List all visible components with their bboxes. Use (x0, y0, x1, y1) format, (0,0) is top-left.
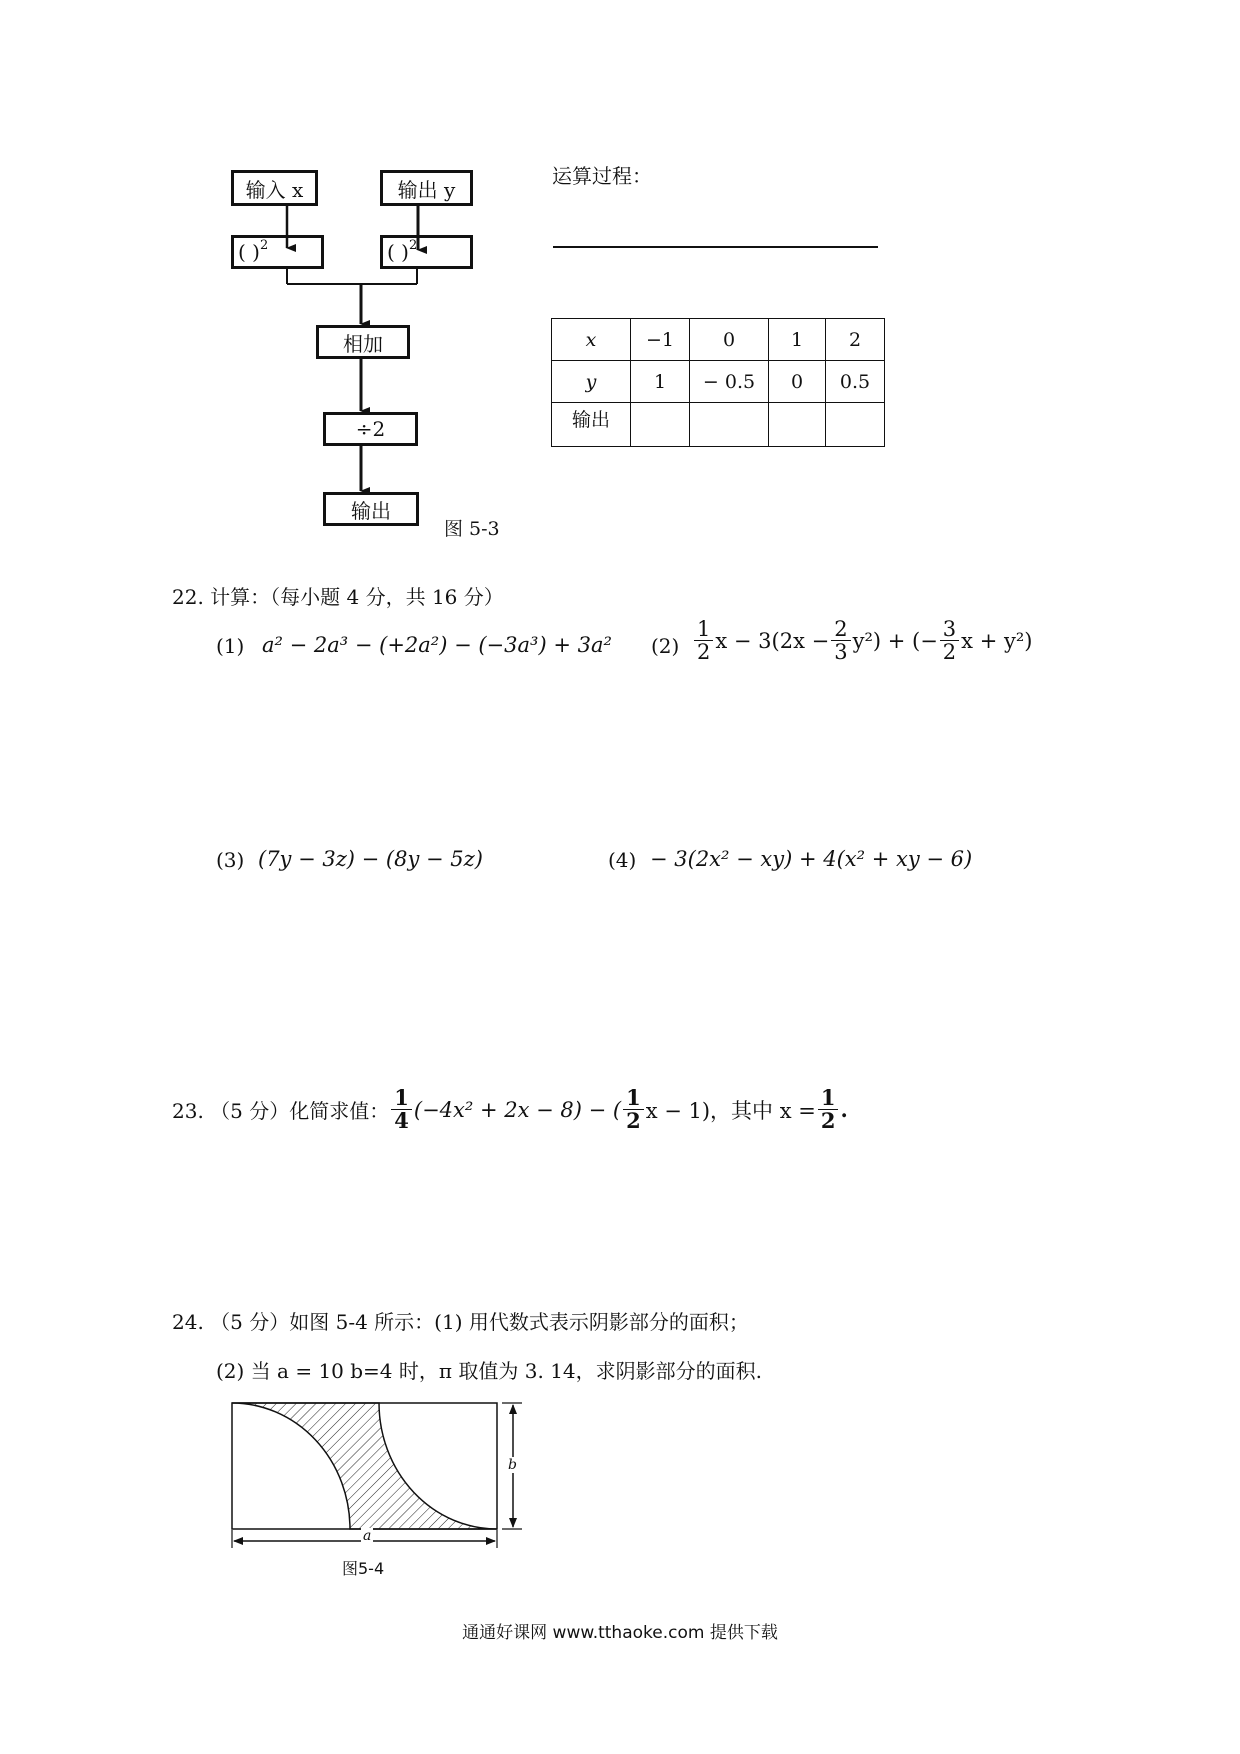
table-cell-empty (690, 403, 769, 447)
square-right-label: ( ) (387, 240, 409, 264)
table-cell: 2 (826, 319, 885, 361)
q22-part2-expr (692, 618, 1032, 663)
q24-heading: 24. （5 分）如图 5-4 所示：(1) 用代数式表示阴影部分的面积； (172, 1310, 749, 1334)
q23-expr-b: x − 1)，其中 x = (645, 1098, 816, 1123)
q22-part3-expr: (7y − 3z) − (8y − 5z) (258, 847, 483, 871)
figure-5-4-caption: 图5-4 (342, 1559, 385, 1578)
flowchart-connectors (0, 0, 560, 560)
table-row-output (552, 403, 885, 447)
add-label: 相加 (343, 331, 383, 356)
table-row-x (552, 319, 885, 361)
process-label: 运算过程： (552, 164, 652, 188)
square-right-exp: 2 (408, 237, 418, 253)
q22-part4-expr: − 3(2x² − xy) + 4(x² + xy − 6) (650, 847, 973, 871)
value-table (551, 318, 885, 447)
fraction: $\frac{1}{2}$ (623, 1087, 644, 1132)
fraction: $\frac{3}{2}$ (940, 618, 959, 663)
output-y-label: 输出 y (397, 177, 456, 202)
table-cell-empty (631, 403, 690, 447)
label-b: b (508, 1457, 517, 1473)
q22-part4-label: (4) (608, 848, 637, 872)
q23-heading: 23. （5 分）化简求值： (172, 1099, 390, 1124)
figure-5-4 (230, 1400, 530, 1590)
output-label: 输出 (351, 498, 391, 523)
fraction: $\frac{2}{3}$ (831, 618, 850, 663)
square-left-exp: 2 (259, 237, 269, 253)
q22-part1-expr: a² − 2a³ − (+2a²) − (−3a³) + 3a² (262, 633, 612, 657)
table-cell: 0 (690, 319, 769, 361)
table-row-y (552, 361, 885, 403)
fraction: $\frac{1}{2}$ (818, 1087, 839, 1132)
q22-part2-seg-a: x − 3(2x − (715, 628, 830, 653)
table-cell: 1 (769, 319, 826, 361)
table-cell: 1 (631, 361, 690, 403)
table-cell: 0.5 (826, 361, 885, 403)
table-header-output: 输出 (552, 403, 631, 447)
table-cell-empty (769, 403, 826, 447)
q23-expr-a: (−4x² + 2x − 8) − ( (413, 1097, 622, 1122)
q23-end: . (840, 1097, 848, 1123)
q22-part3-label: (3) (216, 848, 245, 872)
q24-line2: (2) 当 a = 10 b=4 时，π 取值为 3. 14，求阴影部分的面积. (216, 1359, 762, 1383)
table-cell-empty (826, 403, 885, 447)
input-x-label: 输入 x (245, 177, 304, 202)
square-left-label: ( ) (238, 240, 260, 264)
table-cell: 0 (769, 361, 826, 403)
table-cell: −1 (631, 319, 690, 361)
q22-part1-label: (1) (216, 634, 245, 658)
page-footer: 通通好课网 www.tthaoke.com 提供下载 (462, 1623, 778, 1643)
table-cell: − 0.5 (690, 361, 769, 403)
table-header-x: x (552, 319, 631, 361)
process-answer-line (553, 246, 878, 248)
q22-heading: 22. 计算：（每小题 4 分，共 16 分） (172, 585, 504, 609)
divide-label: ÷2 (355, 417, 386, 441)
table-header-y: y (552, 361, 631, 403)
fraction: $\frac{1}{2}$ (694, 618, 713, 663)
q22-part2-seg-b: y²) + (− (852, 628, 938, 653)
label-a: a (363, 1528, 372, 1544)
q22-part2-label: (2) (651, 634, 680, 658)
figure-5-3-caption: 图 5-3 (444, 518, 500, 540)
q23 (172, 1087, 848, 1132)
q22-part2-seg-c: x + y²) (961, 628, 1033, 653)
fraction: $\frac{1}{4}$ (391, 1087, 412, 1132)
